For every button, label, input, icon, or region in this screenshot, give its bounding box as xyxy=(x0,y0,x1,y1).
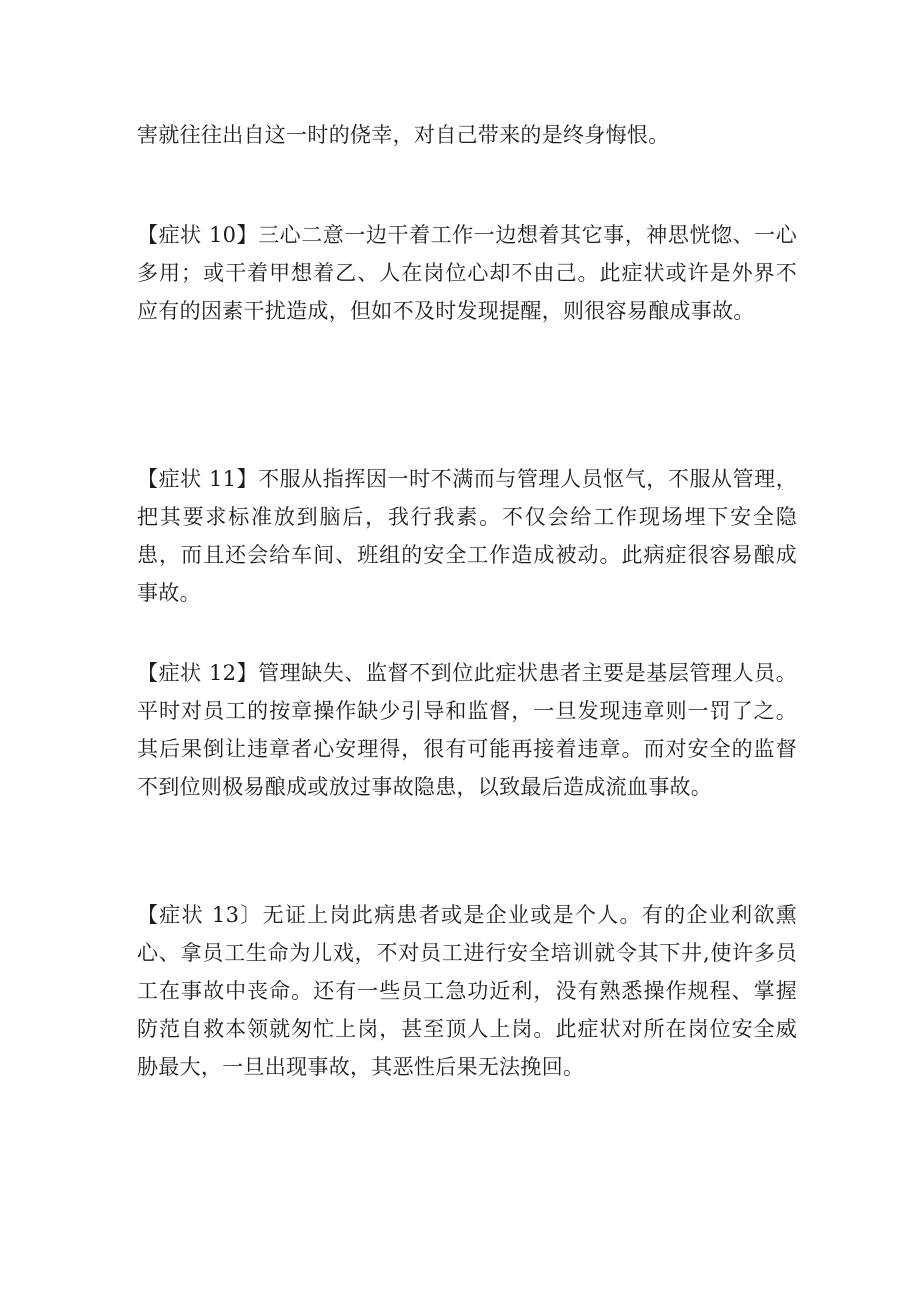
symptom-label: 【症状 13〕 xyxy=(137,903,263,927)
paragraph-symptom-13 xyxy=(137,896,797,1086)
paragraph-symptom-12 xyxy=(137,654,797,806)
paragraph-symptom-10 xyxy=(137,216,797,330)
paragraph-text: 害就往往出自这一时的侥幸，对自己带来的是终身悔恨。 xyxy=(137,123,670,147)
symptom-label: 【症状 12】 xyxy=(137,661,259,685)
symptom-label: 【症状 11】 xyxy=(137,467,259,491)
paragraph-text: 无证上岗此病患者或是企业或是个人。有的企业利欲熏心、拿员工生命为儿戏，不对员工进行安全培训就令其下井,使许多员工在事故中丧命。还有一些员工急功近利，没有熟悉操作规程、掌握防范自救本领就匆忙上岗，甚至顶人上岗。此症状对所在岗位安全威胁最大，一旦出现事故，其恶性后果无法挽回。 xyxy=(137,903,797,1079)
paragraph-continuation xyxy=(137,116,797,154)
paragraph-text: 管理缺失、监督不到位此症状患者主要是基层管理人员。平时对员工的按章操作缺少引导和监督，一旦发现违章则一罚了之。其后果倒让违章者心安理得，很有可能再接着违章。而对安全的监督不到位则极易酿成或放过事故隐患，以致最后造成流血事故。 xyxy=(137,661,798,799)
symptom-label: 【症状 10】 xyxy=(137,223,259,247)
paragraph-symptom-11 xyxy=(137,460,797,612)
paragraph-text: 三心二意一边干着工作一边想着其它事，神思恍惚、一心多用；或干着甲想着乙、人在岗位心却不由己。此症状或许是外界不应有的因素干扰造成，但如不及时发现提醒，则很容易酿成事故。 xyxy=(137,223,798,323)
paragraph-text: 不服从指挥因一时不满而与管理人员怄气，不服从管理，把其要求标准放到脑后，我行我素。不仅会给工作现场埋下安全隐患，而且还会给车间、班组的安全工作造成被动。此病症很容易酿成事故。 xyxy=(137,467,798,605)
